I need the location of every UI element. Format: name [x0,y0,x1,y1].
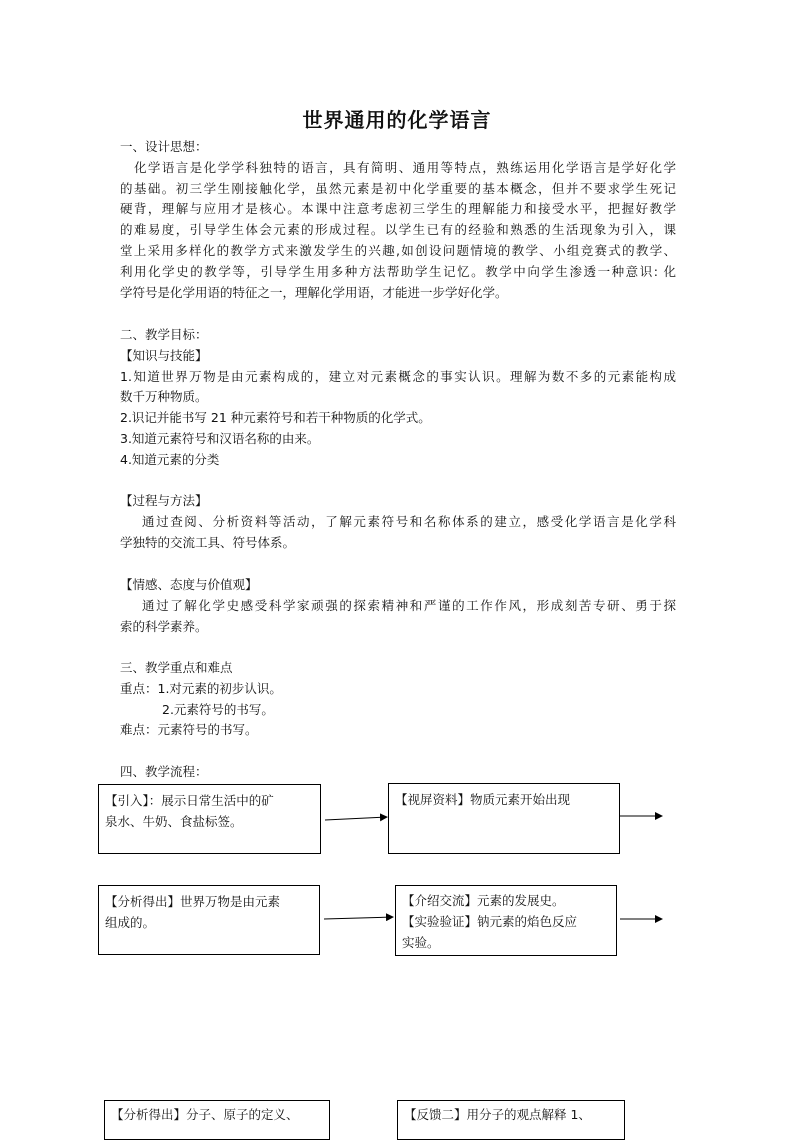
subheading-process: 【过程与方法】 [120,493,208,508]
paragraph-line: 堂上采用多样化的教学方式来激发学生的兴趣,如创设问题情境的教学、小组竞赛式的教学、 [120,242,676,258]
subheading-emotion: 【情感、态度与价值观】 [120,577,258,592]
paragraph-line: 的难易度，引导学生体会元素的形成过程。以学生已有的经验和熟悉的生活现象为引入，课 [120,222,676,238]
flow-box-text: 【介绍交流】元素的发展史。 [402,893,565,908]
key-point-1: 重点：1.对元素的初步认识。 [120,680,282,696]
flow-box-text: 【实验验证】钠元素的焰色反应 [402,914,578,929]
section-heading-flow: 四、教学流程： [120,764,208,779]
flow-box-text: 【分析得出】分子、原子的定义、 [111,1107,299,1122]
flow-box-text: 组成的。 [105,915,156,930]
flow-box-text: 【反馈二】用分子的观点解释 1、 [404,1107,591,1122]
flow-box-text: 泉水、牛奶、食盐标签。 [105,814,243,829]
emotion-line: 通过了解化学史感受科学家顽强的探索精神和严谨的工作作风，形成刻苦专研、勇于探 [142,597,676,613]
paragraph-line: 利用化学史的教学等，引导学生用多种方法帮助学生记忆。教学中向学生渗透一种意识: 化 [120,263,676,279]
subheading-knowledge: 【知识与技能】 [120,347,208,363]
section-heading-keypoints: 三、教学重点和难点 [120,660,233,675]
goal-line: 1.知道世界万物是由元素构成的，建立对元素概念的事实认识。理解为数不多的元素能构成 [120,368,676,384]
goal-line: 3.知道元素符号和汉语名称的由来。 [120,430,320,446]
flow-box-text: 实验。 [402,935,440,950]
flow-box-text: 【视屏资料】物质元素开始出现 [395,792,571,807]
key-point-2: 2.元素符号的书写。 [162,701,274,717]
goal-line: 数千万种物质。 [120,389,208,405]
process-line: 通过查阅、分析资料等活动，了解元素符号和名称体系的建立，感受化学语言是化学科 [142,513,676,529]
document-title: 世界通用的化学语言 [302,108,492,132]
flow-box-text: 【引入】：展示日常生活中的矿 [105,793,274,808]
section-heading-design: 一、设计思想： [120,139,208,154]
paragraph-line: 学符号是化学用语的特征之一，理解化学用语，才能进一步学好化学。 [120,284,508,300]
arrow-analysis-to-history [324,917,393,919]
paragraph-line: 的基础。初三学生刚接触化学，虽然元素是初中化学重要的基本概念，但并不要求学生死记 [120,180,676,196]
paragraph-line: 化学语言是化学学科独特的语言，具有简明、通用等特点，熟练运用化学语言是学好化学 [134,159,676,175]
section-heading-goals: 二、教学目标： [120,327,208,342]
arrow-intro-to-video [325,817,387,820]
process-line: 学独特的交流工具、符号体系。 [120,534,296,550]
difficulty-point: 难点：元素符号的书写。 [120,722,258,738]
flow-box-text: 【分析得出】世界万物是由元素 [105,894,281,909]
goal-line: 2.识记并能书写 21 种元素符号和若干种物质的化学式。 [120,410,431,426]
paragraph-line: 硬背，理解与应用才是核心。本课中注意考虑初三学生的理解能力和接受水平，把握好教学 [120,201,676,217]
emotion-line: 索的科学素养。 [120,618,208,634]
goal-line: 4.知道元素的分类 [120,451,220,467]
